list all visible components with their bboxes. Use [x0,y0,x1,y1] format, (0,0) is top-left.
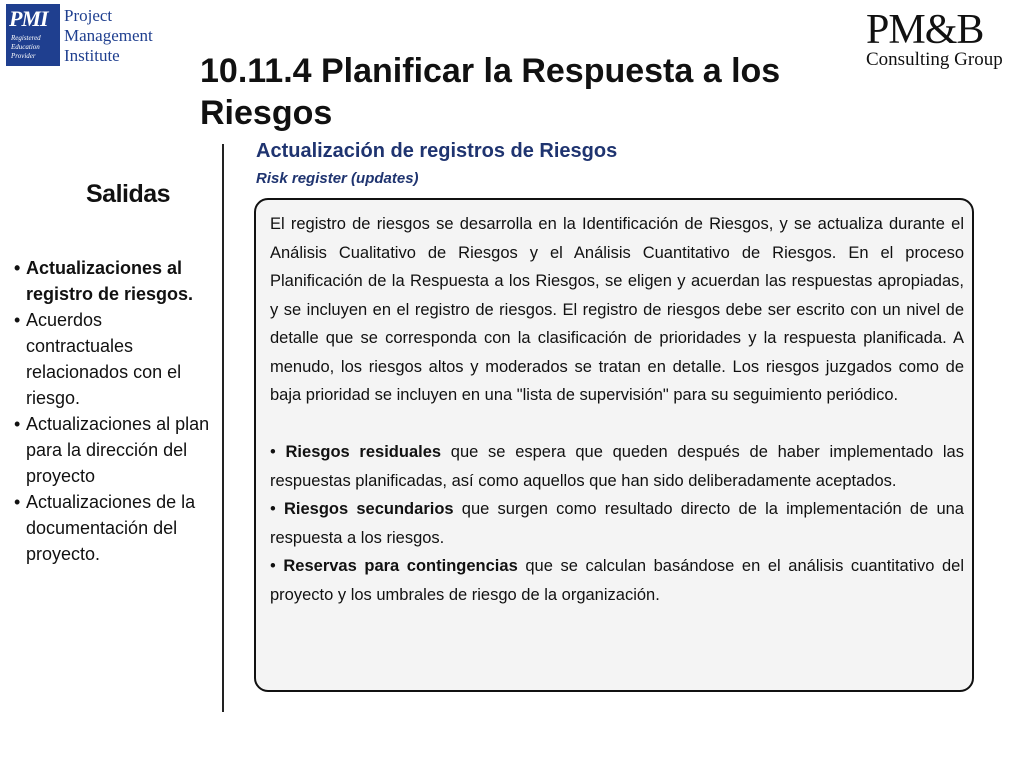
bullet-term: Riesgos residuales [285,443,442,461]
section-title: Actualización de registros de Riesgos [256,140,618,162]
vertical-divider [222,144,224,712]
pmi-name [64,6,153,66]
bullet-secondary: • Riesgos secundarios que surgen como resultado directo de la implementación de una respuesta a los riesgos. [270,500,964,547]
outputs-list [14,255,214,567]
outputs-heading: Salidas [86,180,171,208]
pmb-logo [866,8,1016,72]
pmi-tagline-3: Provider [11,52,36,60]
bullet-term: Riesgos secundarios [283,500,454,518]
bullet-term: Reservas para contingencias [283,557,518,575]
pmi-tagline-2: Education [11,43,40,51]
pmi-name-line-1: Project [64,6,113,25]
output-item: • Actualizaciones de la documentación del proyecto. [14,489,214,567]
intro-paragraph: El registro de riesgos se desarrolla en la Identificación de Riesgos, y se actualiza durante el Análisis Cualitativo de Riesgos y el Análisis Cuantitativo de Riesgos. En el proceso Planificación de la Respuesta a los Riesgos, se eligen y acuerdan las respuestas apropiadas, y se incluyen en el registro de riesgos. El registro de riesgos debe ser escrito con un nivel de detalle que se corresponda con la clasificación de prioridades y la respuesta planificada. A menudo, los riesgos altos y moderados se tratan en detalle. Los riesgos juzgados como de baja prioridad se incluyen en una "lista de supervisión" para su seguimiento periódico. [270,215,964,404]
output-item: • Actualizaciones al plan para la dirección del proyecto [14,411,214,489]
pmi-mark-letters: PMI [9,6,48,31]
output-item: • Acuerdos contractuales relacionados con el riesgo. [14,307,214,411]
output-item: • Actualizaciones al registro de riesgos. [14,255,214,307]
bullet-text: que se espera que queden después de haber implementado las respuestas planificadas, así como aquellos que han sido deliberadamente aceptados. [270,443,964,490]
pmi-name-line-3: Institute [64,46,120,65]
pmb-logo-subtitle: Consulting Group [866,49,1003,70]
pmi-logo [6,4,153,68]
content-box [254,198,974,692]
section-subtitle: Risk register (updates) [256,170,419,187]
bullet-text: que se calculan basándose en el análisis cuantitativo del proyecto y los umbrales de riesgo de la organización. [270,557,964,604]
pmb-logo-name: PM&B [866,7,984,53]
bullet-text: que surgen como resultado directo de la implementación de una respuesta a los riesgos. [270,500,964,547]
page-title: 10.11.4 Planificar la Respuesta a los Riesgos [200,52,781,132]
pmi-mark [6,4,60,66]
bullet-contingency: • Reservas para contingencias que se calculan basándose en el análisis cuantitativo del proyecto y los umbrales de riesgo de la organización. [270,557,964,604]
pmi-name-line-2: Management [64,26,153,45]
pmi-tagline-1: Registered [11,34,41,42]
bullet-residual: • Riesgos residuales que se espera que queden después de haber implementado las respuestas planificadas, así como aquellos que han sido deliberadamente aceptados. [270,443,964,490]
